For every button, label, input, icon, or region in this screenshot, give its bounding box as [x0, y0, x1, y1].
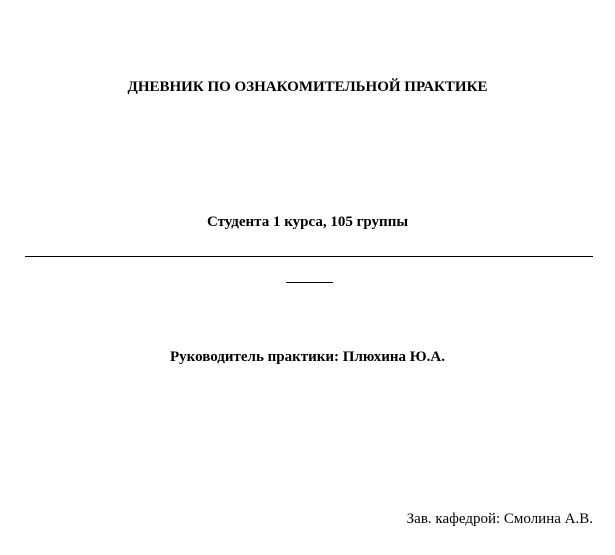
short-underline: [286, 282, 333, 283]
supervisor-line: Руководитель практики: Плюхина Ю.А.: [169, 349, 446, 365]
name-underline: [25, 256, 593, 257]
student-line: Студента 1 курса, 105 группы: [206, 214, 409, 230]
head-of-department-line: Зав. кафедрой: Смолина А.В.: [406, 511, 593, 527]
document-title: ДНЕВНИК ПО ОЗНАКОМИТЕЛЬНОЙ ПРАКТИКЕ: [127, 79, 488, 95]
